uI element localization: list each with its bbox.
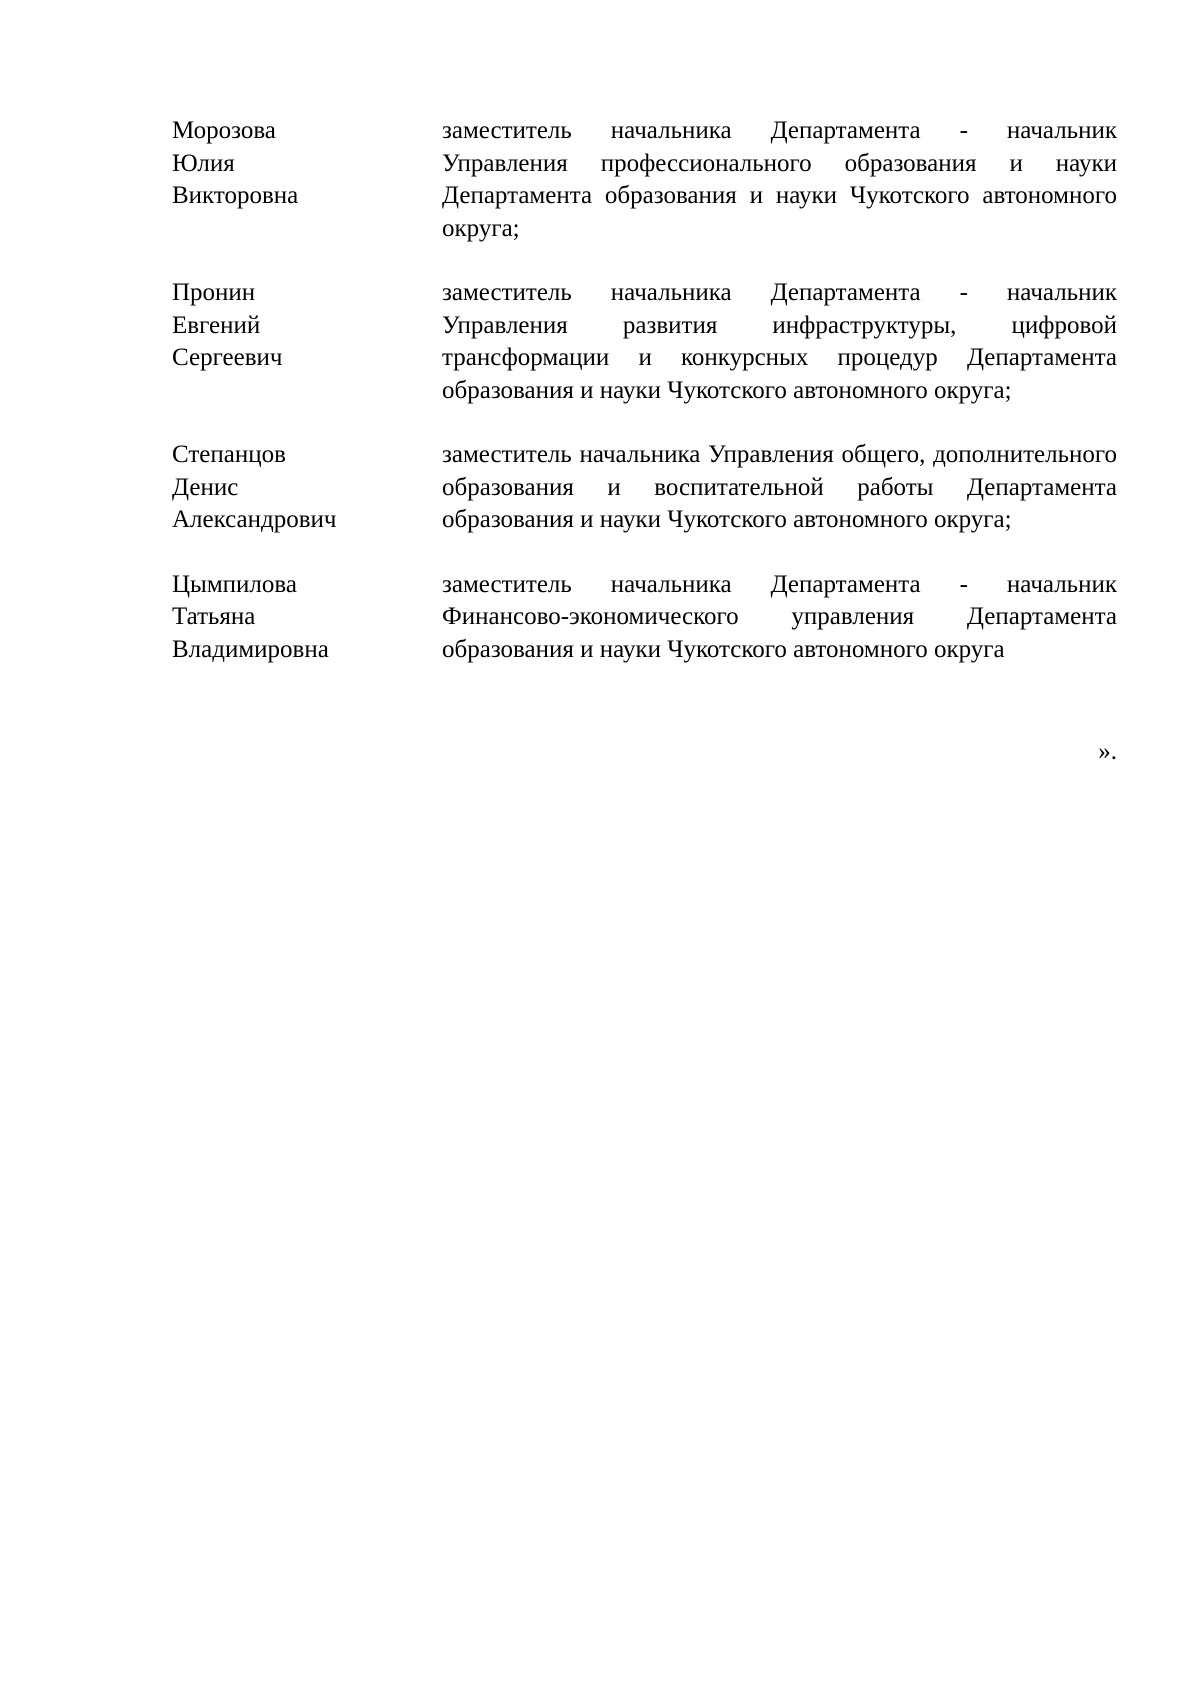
- member-entry: [172, 569, 1117, 667]
- closing-quote-mark: ».: [1098, 738, 1117, 765]
- member-position: заместитель начальника Департамента - начальник Управления развития инфраструктуры, цифровой трансформации и конкурсных процедур Департамента образования и науки Чукотского автономного округа;: [442, 279, 1117, 404]
- member-position: заместитель начальника Департамента - начальник Управления профессионального образования и науки Департамента образования и науки Чукотского автономного округа;: [442, 117, 1117, 242]
- member-first-name: Денис: [172, 473, 239, 501]
- member-patronymic: Викторовна: [172, 182, 299, 209]
- member-name: [172, 115, 442, 245]
- member-entry: [172, 277, 1117, 407]
- member-surname: Степанцов: [172, 441, 286, 468]
- member-surname: Цымпилова: [172, 570, 297, 598]
- members-list: [172, 115, 1117, 698]
- member-first-name: Татьяна: [172, 603, 256, 630]
- member-patronymic: Сергеевич: [172, 344, 283, 371]
- member-position: заместитель начальника Управления общего, дополнительного образования и воспитательной работы Департамента образования и науки Чукотского автономного округа;: [442, 441, 1117, 533]
- member-first-name: Евгений: [172, 311, 261, 339]
- member-name: [172, 569, 442, 667]
- member-entry: [172, 439, 1117, 537]
- member-patronymic: Александрович: [172, 506, 337, 533]
- member-name: [172, 439, 442, 537]
- member-position: заместитель начальника Департамента - начальник Финансово-экономического управления Департамента образования и науки Чукотского автономного округа: [442, 570, 1117, 663]
- member-surname: Морозова: [172, 117, 276, 144]
- member-patronymic: Владимировна: [172, 635, 329, 663]
- member-entry: [172, 115, 1117, 245]
- member-name: [172, 277, 442, 407]
- member-surname: Пронин: [172, 279, 256, 306]
- member-first-name: Юлия: [172, 149, 235, 177]
